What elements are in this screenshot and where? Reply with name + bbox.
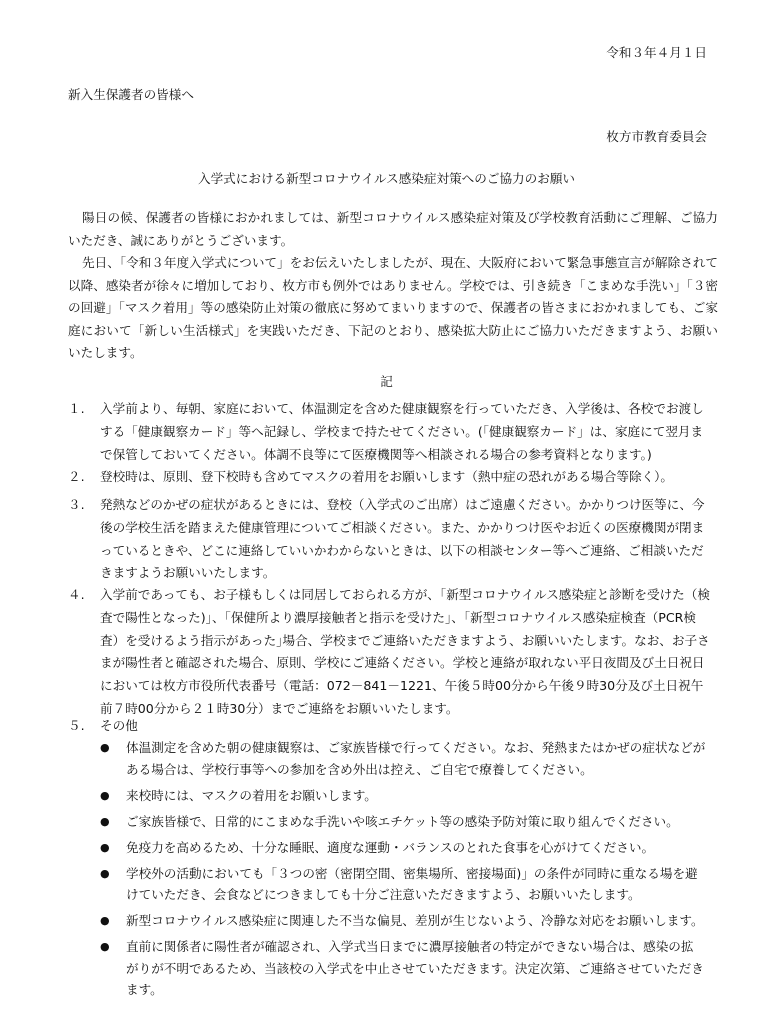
bullet-text: ご家族皆様で、日常的にこまめな手洗いや咳エチケット等の感染予防対策に取り組んでください。 xyxy=(126,813,679,829)
bullet-dot-icon: ● xyxy=(100,940,110,953)
bullet-item xyxy=(96,785,706,807)
bullet-item xyxy=(96,936,706,1001)
list-item-text: その他 xyxy=(100,718,138,733)
list-item-number: ５. xyxy=(68,718,85,733)
list-item-number: ３. xyxy=(68,497,85,512)
list-item-text: 発熱などのかぜの症状があるときには、登校（入学式のご出席）はご遠慮ください。かかりつけ医等に、今後の学校生活を踏まえた健康管理についてご相談ください。また、かかりつけ医やお近くの医療機関が閉まっているときや、どこに連絡していいかわからないときは、以下の相談センター等へご連絡、ご相談いただきますようお願いいたします。 xyxy=(100,497,705,581)
bullet-dot-icon: ● xyxy=(100,840,110,854)
bullet-item xyxy=(96,837,706,859)
list-item-text: 登校時は、原則、登下校時も含めてマスクの着用をお願いします（熱中症の恐れがある場合等除く）。 xyxy=(100,469,674,484)
other-notes-list xyxy=(96,737,706,1005)
bullet-text: 免疫力を高めるため、十分な睡眠、適度な運動・バランスのとれた食事を心がけてください。 xyxy=(126,839,655,855)
bullet-dot-icon: ● xyxy=(100,914,110,927)
intro-paragraph-1 xyxy=(68,207,718,252)
bullet-dot-icon: ● xyxy=(100,741,110,754)
bullet-text: 直前に関係者に陽性者が確認され、入学式当日までに濃厚接触者の特定ができない場合は、感染の拡がりが不明であるため、当該校の入学式を中止させていただきます。決定次第、ご連絡させていただきます。 xyxy=(126,939,704,997)
intro-paragraph-1-text: 陽日の候、保護者の皆様におかれましては、新型コロナウイルス感染症対策及び学校教育活動にご理解、ご協力いただき、誠にありがとうございます。 xyxy=(68,210,718,248)
addressee: 新入生保護者の皆様へ xyxy=(68,87,194,102)
sender: 枚方市教育委員会 xyxy=(606,129,707,144)
list-item-number: ２. xyxy=(68,469,85,484)
bullet-item xyxy=(96,811,706,833)
bullet-dot-icon: ● xyxy=(100,866,110,880)
bullet-item xyxy=(96,910,706,932)
ki-heading: 記 xyxy=(380,374,393,389)
bullet-text: 新型コロナウイルス感染症に関連した不当な偏見、差別が生じないよう、冷静な対応をお願いします。 xyxy=(126,913,704,928)
list-item-number: ４. xyxy=(68,587,85,602)
list-item-text: 入学前であっても、お子様もしくは同居しておられる方が、｢新型コロナウイルス感染症と診断を受けた（検査で陽性となった)｣、｢保健所より濃厚接触者と指示を受けた｣、｢新型コロナウイルス感染症検査（PCR検査）を受けるよう指示があった｣場合、学校までご連絡いただきますよう、お願いいたします。なお、お子さまが陽性者と確認された場合、原則、学校にご連絡ください。学校と連絡が取れない平日夜間及び土日祝日においては枚方市役所代表番号（電話：072－841－1221、午後５時00分から午後９時30分及び土日祝午前７時00分から２１時30分）までご連絡をお願いいたします。 xyxy=(100,587,710,716)
list-item-number: １. xyxy=(68,401,85,416)
bullet-item xyxy=(96,863,706,906)
bullet-item xyxy=(96,737,706,780)
bullet-dot-icon: ● xyxy=(100,788,110,802)
document-title: 入学式における新型コロナウイルス感染症対策へのご協力のお願い xyxy=(197,171,576,186)
bullet-text: 学校外の活動においても「３つの密（密閉空間、密集場所、密接場面)」の条件が同時に重なる場を避けていただき、会食などにつきましても十分ご注意いただきますよう、お願いいたします。 xyxy=(126,865,698,902)
bullet-dot-icon: ● xyxy=(100,814,110,828)
bullet-text: 来校時には、マスクの着用をお願いします。 xyxy=(126,787,377,803)
document-date: 令和３年４月１日 xyxy=(606,45,707,60)
intro-paragraph-2-text: 先日、「令和３年度入学式について」をお伝えいたしましたが、現在、大阪府において緊急事態宣言が解除されて以降、感染者が徐々に増加しており、枚方市も例外ではありません。学校では、引き続き「こまめな手洗い」「３密の回避」「マスク着用」等の感染防止対策の徹底に努めてまいりますので、保護者の皆さまにおかれましても、ご家庭において「新しい生活様式」を実践いただき、下記のとおり、感染拡大防止にご協力いただきますよう、お願いいたします。 xyxy=(68,255,718,360)
list-item-text: 入学前より、毎朝、家庭において、体温測定を含めた健康観察を行っていただき、入学後は、各校でお渡しする「健康観察カード」等へ記録し、学校まで持たせてください。(「健康観察カード」は、家庭にて翌月まで保管しておいてください。体調不良等にて医療機関等へ相談される場合の参考資料となります。) xyxy=(100,401,704,462)
intro-paragraph-2 xyxy=(68,252,718,365)
bullet-text: 体温測定を含めた朝の健康観察は、ご家族皆様で行ってください。なお、発熱またはかぜの症状などがある場合は、学校行事等への参加を含め外出は控え、ご自宅で療養してください。 xyxy=(126,740,706,777)
